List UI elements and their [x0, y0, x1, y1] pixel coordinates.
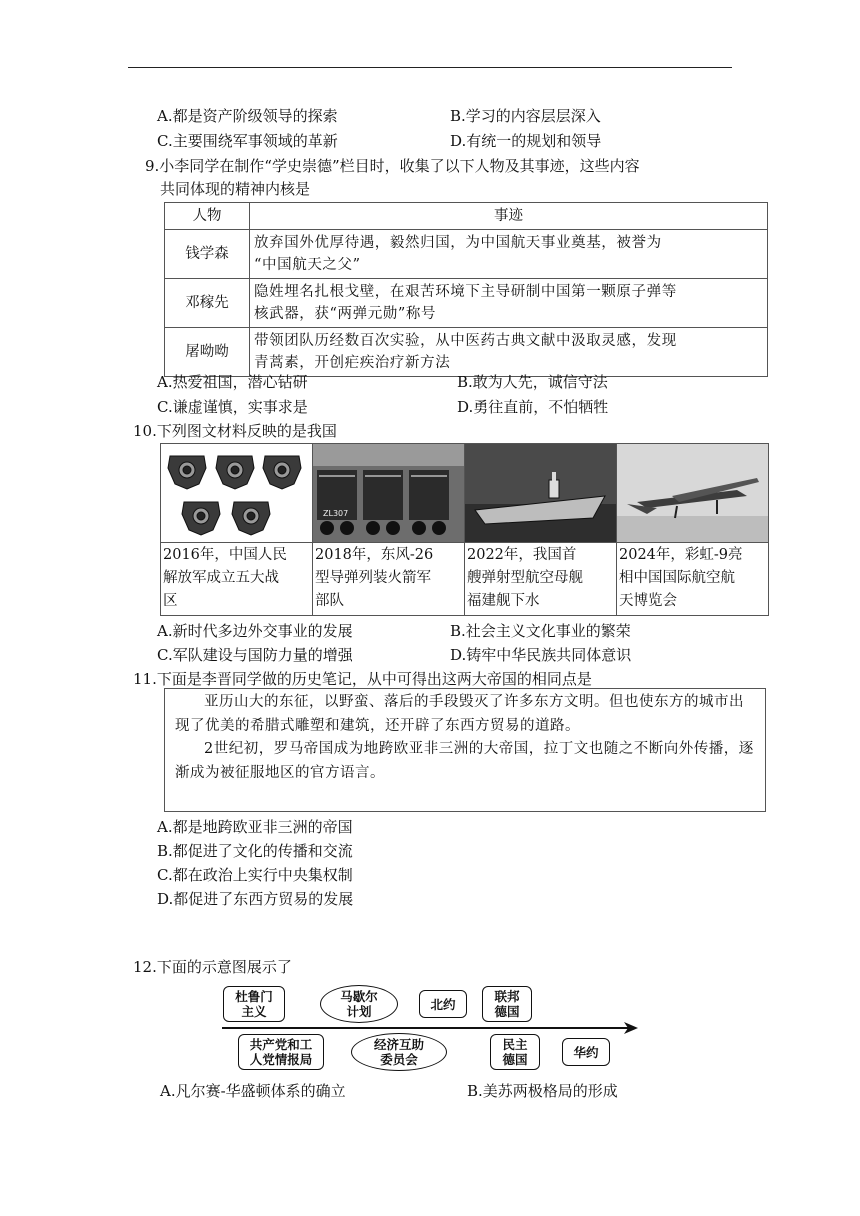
- q10-option-d[interactable]: D.铸牢中华民族共同体意识: [450, 646, 632, 664]
- q8-option-c[interactable]: C.主要围绕军事领域的革新: [157, 132, 338, 150]
- q9-option-b[interactable]: B.敢为人先，诚信守法: [457, 373, 608, 391]
- photo-cell: [161, 444, 313, 543]
- theater-command-badges-image: [161, 444, 312, 542]
- table-row: [165, 328, 768, 377]
- photo-cell: [465, 444, 617, 543]
- q9-option-a[interactable]: A.热爱祖国，潜心钻研: [157, 373, 308, 391]
- q9-stem: 9.小李同学在制作“学史崇德”栏目时，收集了以下人物及其事迹，这些内容: [145, 157, 640, 175]
- header-person: 人物: [165, 203, 250, 230]
- q11-option-d[interactable]: D.都促进了东西方贸易的发展: [157, 890, 354, 908]
- image-caption: 2022年，我国首 艘弹射型航空母舰 福建舰下水: [465, 543, 617, 616]
- q12-stem: 12.下面的示意图展示了: [133, 958, 292, 976]
- q8-option-b[interactable]: B.学习的内容层层深入: [450, 107, 601, 125]
- person-deed: 带领团队历经数百次实验，从中医药古典文献中汲取灵感，发现 青蒿素，开创疟疾治疗新方法: [250, 328, 768, 377]
- table-row: [165, 230, 768, 279]
- q12-option-a[interactable]: A.凡尔赛-华盛顿体系的确立: [160, 1082, 346, 1100]
- q9-option-c[interactable]: C.谦虚谨慎，实事求是: [157, 398, 308, 416]
- cominform-box: 共产党和工 人党情报局: [238, 1034, 324, 1070]
- image-caption: 2024年，彩虹-9亮 相中国国际航空航 天博览会: [617, 543, 769, 616]
- comecon-oval: 经济互助 委员会: [351, 1033, 447, 1071]
- person-name: 邓稼先: [165, 279, 250, 328]
- q11-notes-box: [164, 688, 766, 812]
- q12-option-b[interactable]: B.美苏两极格局的形成: [467, 1082, 618, 1100]
- notes-paragraph: 2世纪初，罗马帝国成为地跨欧亚非三洲的大帝国，拉丁文也随之不断向外传播，逐渐成为被征服地区的官方语言。: [175, 741, 754, 781]
- notes-paragraph: 亚历山大的东征，以野蛮、落后的手段毁灭了许多东方文明。但也使东方的城市出现了优美的希腊式雕塑和建筑，还开辟了东西方贸易的道路。: [175, 694, 744, 734]
- q9-option-d[interactable]: D.勇往直前，不怕牺牲: [457, 398, 609, 416]
- person-deed: 放弃国外优厚待遇，毅然归国，为中国航天事业奠基，被誉为 “中国航天之父”: [250, 230, 768, 279]
- q11-option-b[interactable]: B.都促进了文化的传播和交流: [157, 842, 353, 860]
- q10-option-a[interactable]: A.新时代多边外交事业的发展: [157, 622, 353, 640]
- east-germany-box: 民主 德国: [490, 1034, 540, 1070]
- q11-option-c[interactable]: C.都在政治上实行中央集权制: [157, 866, 353, 884]
- drone-image: [617, 444, 768, 542]
- q8-option-d[interactable]: D.有统一的规划和领导: [450, 132, 602, 150]
- q10-option-c[interactable]: C.军队建设与国防力量的增强: [157, 646, 353, 664]
- cold-war-diagram: [218, 982, 644, 1074]
- header-rule: [128, 67, 732, 68]
- missile-launcher-image: [313, 444, 464, 542]
- q10-option-b[interactable]: B.社会主义文化事业的繁荣: [450, 622, 631, 640]
- aircraft-carrier-image: [465, 444, 616, 542]
- q9-stem-cont: 共同体现的精神内核是: [160, 180, 311, 198]
- q11-option-a[interactable]: A.都是地跨欧亚非三洲的帝国: [157, 818, 353, 836]
- photo-cell: [313, 444, 465, 543]
- image-caption: 2018年，东风-26 型导弹列装火箭军 部队: [313, 543, 465, 616]
- truman-doctrine-box: 杜鲁门 主义: [223, 986, 285, 1022]
- table-row: [165, 279, 768, 328]
- q9-table: [164, 202, 768, 377]
- q10-stem: 10.下列图文材料反映的是我国: [133, 422, 337, 440]
- header-deeds: 事迹: [250, 203, 768, 230]
- person-name: 屠呦呦: [165, 328, 250, 377]
- marshall-plan-oval: 马歇尔 计划: [320, 985, 398, 1023]
- person-deed: 隐姓埋名扎根戈壁，在艰苦环境下主导研制中国第一颗原子弹等 核武器，获“两弹元勋”称号: [250, 279, 768, 328]
- q8-option-a[interactable]: A.都是资产阶级领导的探索: [157, 107, 338, 125]
- q11-stem: 11.下面是李晋同学做的历史笔记，从中可得出这两大帝国的相同点是: [133, 670, 592, 688]
- warsaw-pact-box: 华约: [562, 1038, 610, 1066]
- person-name: 钱学森: [165, 230, 250, 279]
- west-germany-box: 联邦 德国: [482, 986, 532, 1022]
- image-caption: 2016年，中国人民 解放军成立五大战 区: [161, 543, 313, 616]
- photo-cell: [617, 444, 769, 543]
- table-header-row: [165, 203, 768, 230]
- nato-box: 北约: [419, 990, 467, 1018]
- q10-image-table: [160, 443, 769, 616]
- vehicle-plate: ZL307: [323, 509, 349, 518]
